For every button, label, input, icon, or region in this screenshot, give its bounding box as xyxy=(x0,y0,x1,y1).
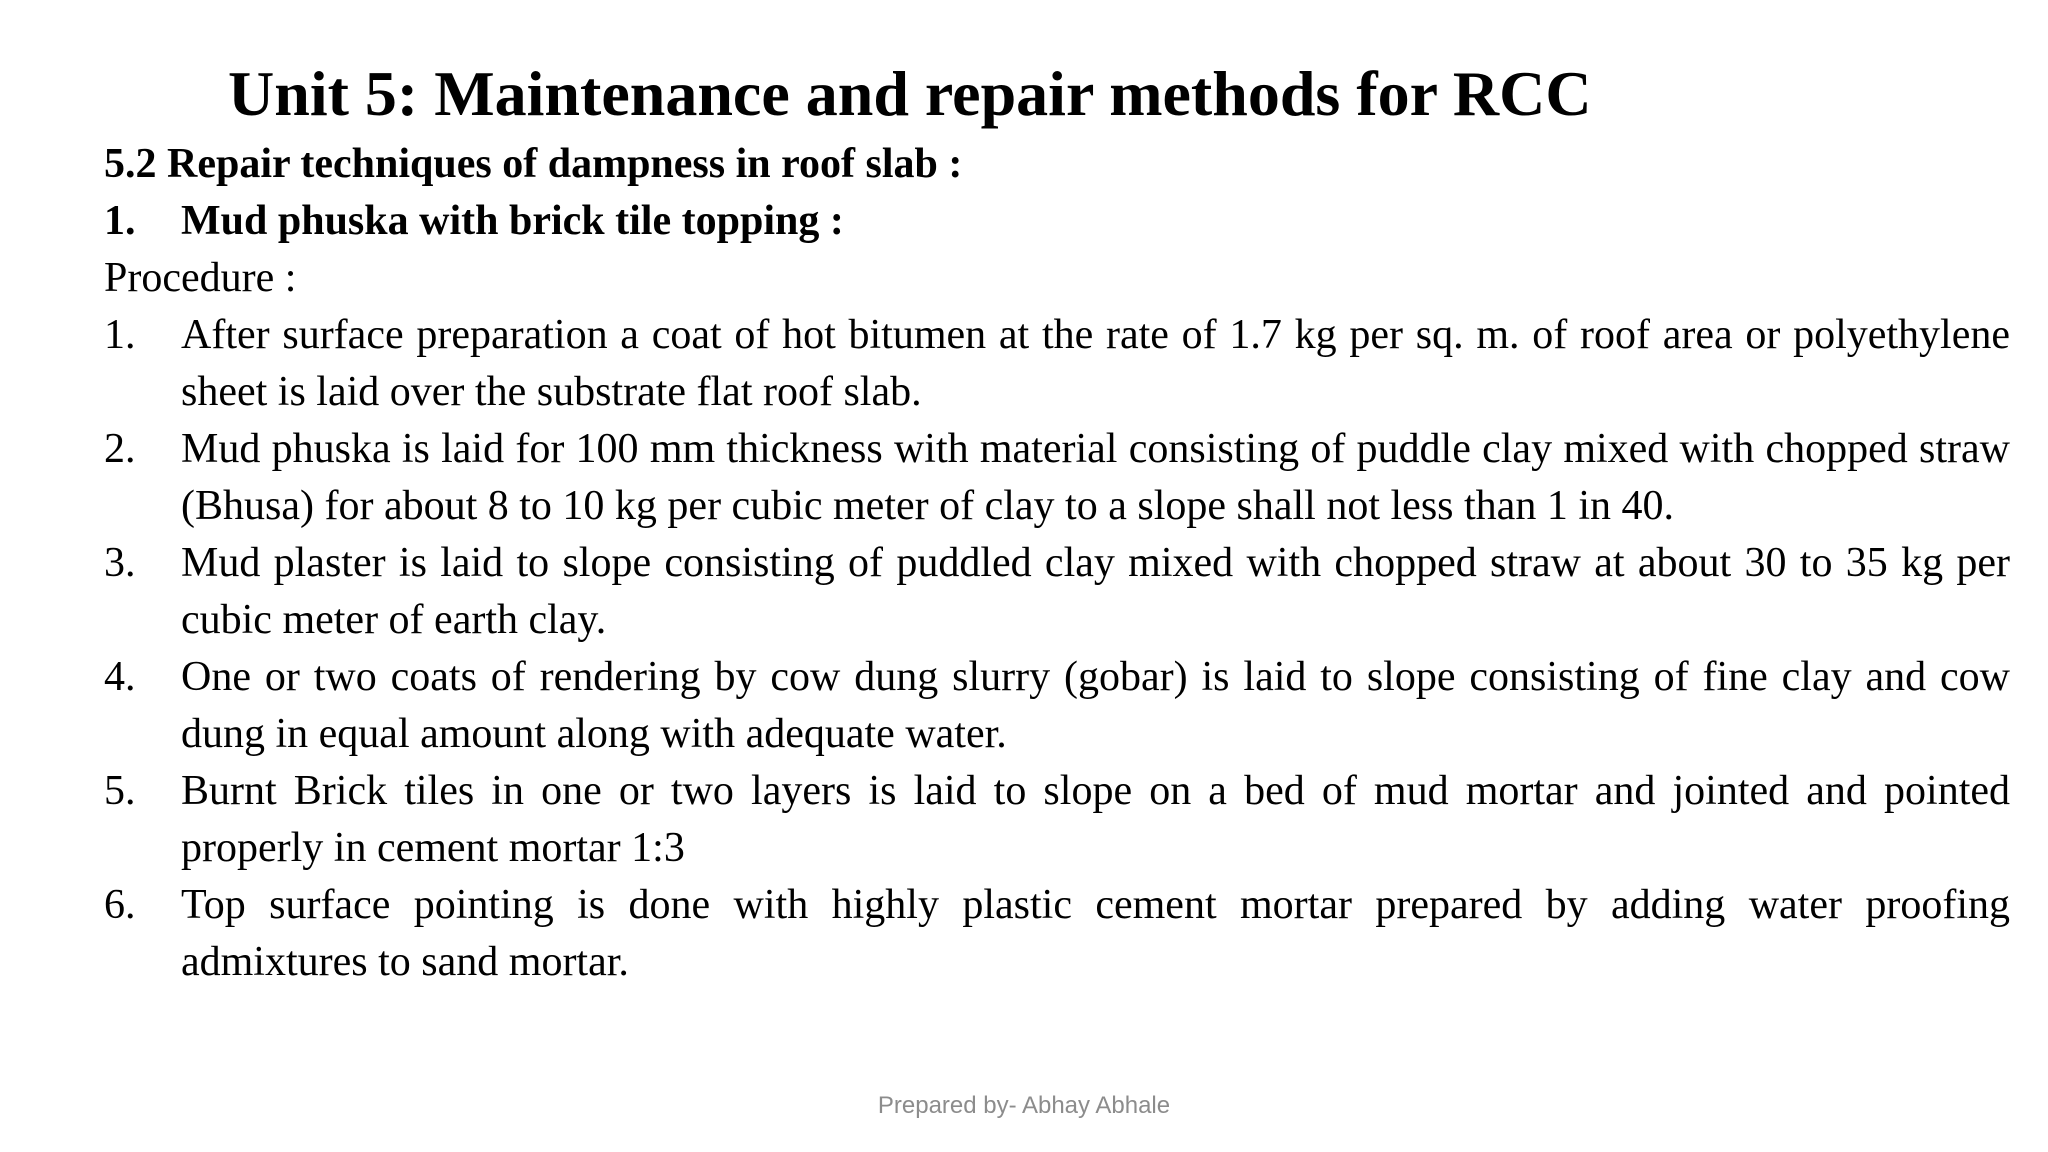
footer-credit: Prepared by- Abhay Abhale xyxy=(877,1092,1171,1119)
procedure-step-3 xyxy=(104,535,2010,649)
step-text: Top surface pointing is done with highly plastic cement mortar prepared by adding water proofing admixtures to sand mortar. xyxy=(181,882,2010,985)
method-label: Mud phuska with brick tile topping : xyxy=(181,198,844,244)
slide-content xyxy=(104,136,2010,991)
procedure-step-1 xyxy=(104,307,2010,421)
step-number: 1. xyxy=(104,312,136,358)
section-subtitle: 5.2 Repair techniques of dampness in roof slab : xyxy=(104,141,963,187)
procedure-label: Procedure : xyxy=(104,255,297,301)
step-text: Mud plaster is laid to slope consisting of puddled clay mixed with chopped straw at about 30 to 35 kg per cubic meter of earth clay. xyxy=(181,540,2010,643)
step-text: One or two coats of rendering by cow dung slurry (gobar) is laid to slope consisting of fine clay and cow dung in equal amount along with adequate water. xyxy=(181,654,2010,757)
procedure-steps xyxy=(104,307,2010,991)
step-text: Mud phuska is laid for 100 mm thickness with material consisting of puddle clay mixed with chopped straw (Bhusa) for about 8 to 10 kg per cubic meter of clay to a slope shall not less than 1 in 40. xyxy=(181,426,2010,529)
procedure-step-6 xyxy=(104,877,2010,991)
procedure-step-2 xyxy=(104,421,2010,535)
step-number: 3. xyxy=(104,540,136,586)
step-number: 2. xyxy=(104,426,136,472)
method-number: 1. xyxy=(104,198,136,244)
procedure-step-4 xyxy=(104,649,2010,763)
step-number: 6. xyxy=(104,882,136,928)
step-number: 5. xyxy=(104,768,136,814)
step-number: 4. xyxy=(104,654,136,700)
method-heading xyxy=(104,193,2010,250)
step-text: Burnt Brick tiles in one or two layers is laid to slope on a bed of mud mortar and jointed and pointed properly in cement mortar 1:3 xyxy=(181,768,2010,871)
step-text: After surface preparation a coat of hot bitumen at the rate of 1.7 kg per sq. m. of roof area or polyethylene sheet is laid over the substrate flat roof slab. xyxy=(181,312,2010,415)
slide-title: Unit 5: Maintenance and repair methods for RCC xyxy=(228,58,1592,129)
procedure-step-5 xyxy=(104,763,2010,877)
